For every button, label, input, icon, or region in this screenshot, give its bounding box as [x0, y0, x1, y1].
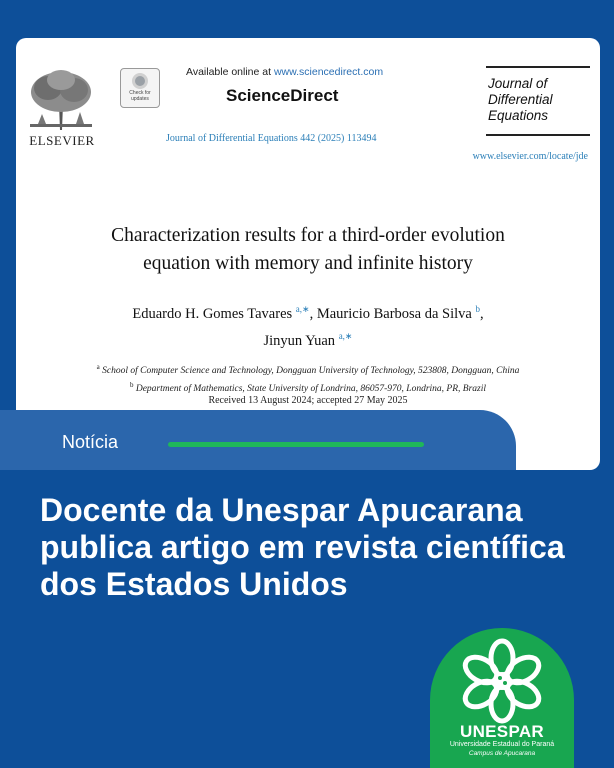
article-preview-card	[16, 38, 600, 470]
journal-title-line: Differential	[488, 92, 553, 107]
affiliation-text: School of Computer Science and Technology, Dongguan University of Technology, 523808, Dongguan, China	[102, 366, 520, 377]
sciencedirect-wordmark: ScienceDirect	[226, 86, 339, 105]
journal-title-line: Equations	[488, 108, 549, 123]
unespar-subtitle: Universidade Estadual do Paraná	[449, 741, 555, 748]
check-for-updates-badge[interactable]	[120, 68, 160, 108]
check-updates-icon	[132, 73, 148, 89]
journal-title-box	[486, 66, 590, 136]
journal-citation[interactable]: Journal of Differential Equations 442 (2025) 113494	[166, 133, 377, 144]
author-name: Eduardo H. Gomes Tavares	[132, 305, 293, 322]
author-affil-marker[interactable]: a,∗	[295, 304, 310, 314]
unespar-emblem-icon	[455, 636, 549, 726]
journal-url-link[interactable]: www.elsevier.com/locate/jde	[472, 151, 588, 162]
journal-title-line: Journal of	[488, 76, 548, 91]
affiliation-list	[16, 360, 600, 396]
available-prefix: Available online at	[186, 66, 274, 78]
article-title-line: equation with memory and infinite history	[143, 253, 473, 274]
author-affil-marker[interactable]: b	[475, 304, 480, 314]
news-headline: Docente da Unespar Apucarana publica artigo em revista científica dos Estados Unidos	[40, 492, 565, 602]
author-name: Mauricio Barbosa da Silva	[316, 305, 472, 322]
elsevier-tree-logo-icon	[26, 68, 96, 132]
unespar-campus: Campus de Apucarana	[468, 750, 536, 757]
received-dates: Received 13 August 2024; accepted 27 May 2025	[208, 395, 408, 406]
author-affil-marker[interactable]: a,∗	[338, 330, 353, 341]
affiliation-text: Department of Mathematics, State University of Londrina, 86057-970, Londrina, PR, Brazil	[135, 384, 487, 395]
publisher-name: ELSEVIER	[29, 133, 95, 148]
unespar-wordmark: UNESPAR	[460, 722, 544, 741]
available-online-line	[186, 66, 383, 78]
check-badge-label: Check for updates	[129, 90, 151, 102]
author-name: Jinyun Yuan	[263, 332, 336, 349]
author-list: Eduardo H. Gomes Tavares $^{a,∗}$, Mauricio Barbosa da Silva $^b$, Jinyun Yuan $^{a,∗}$	[132, 304, 484, 349]
category-accent-line	[168, 442, 424, 447]
category-tag-label: Notícia	[62, 432, 119, 452]
sciencedirect-link[interactable]: www.sciencedirect.com	[273, 66, 384, 78]
article-title-line: Characterization results for a third-order evolution	[111, 225, 505, 246]
affiliation-marker: a	[96, 363, 100, 371]
article-title	[16, 222, 600, 278]
affiliation-marker: b	[129, 381, 134, 390]
